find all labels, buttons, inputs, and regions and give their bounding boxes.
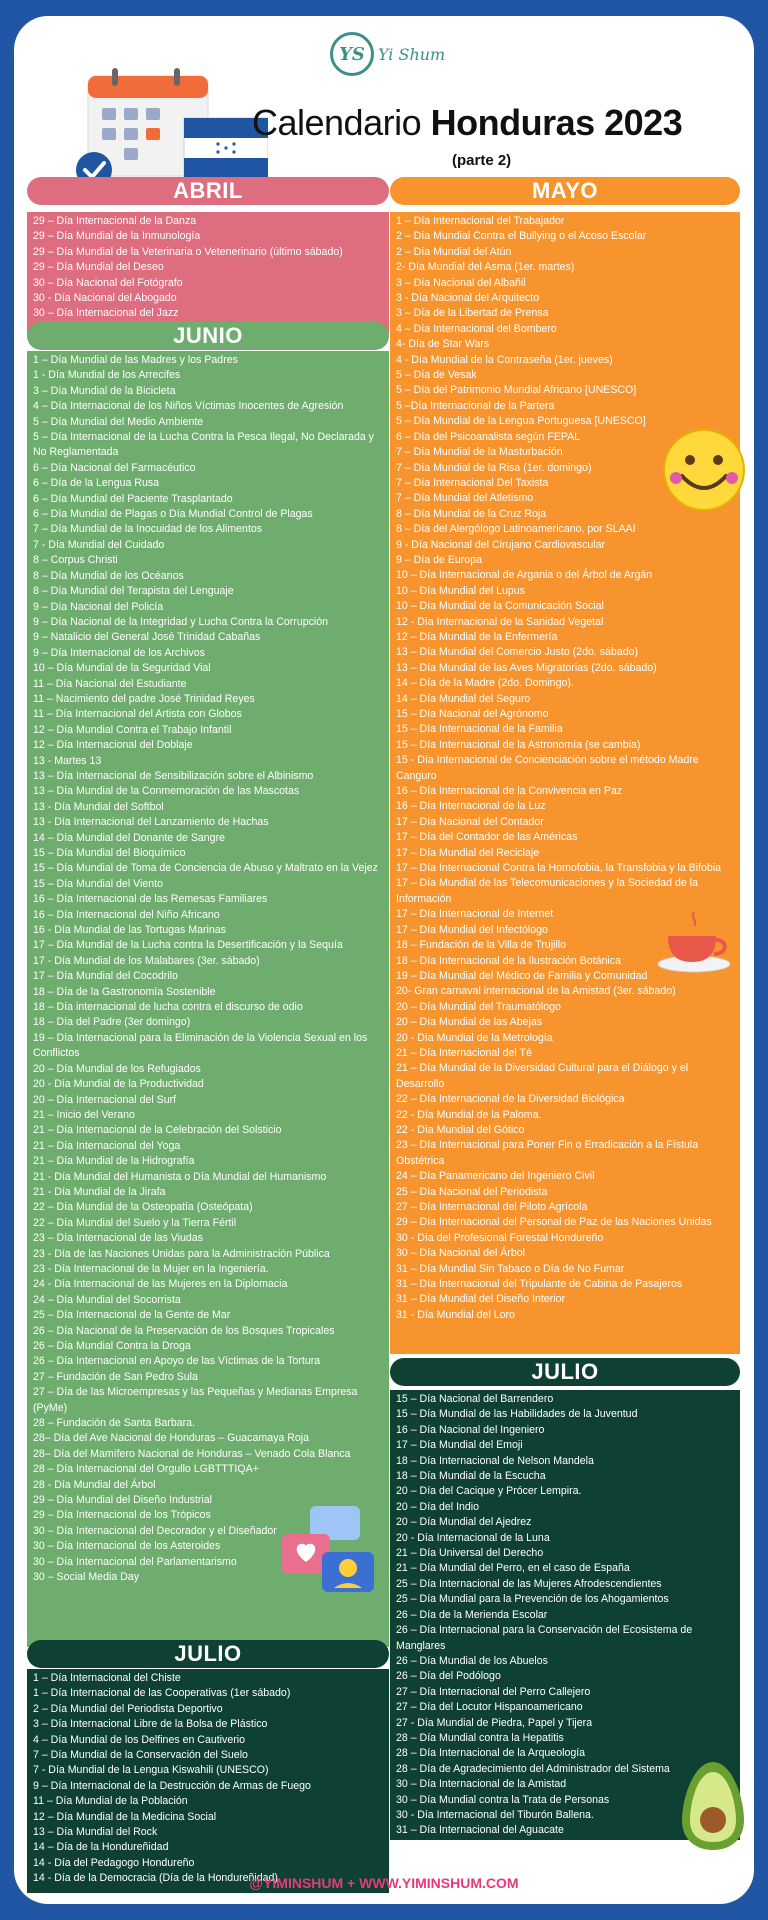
list-item: 21 – Día Universal del Derecho	[396, 1547, 544, 1560]
list-item: 7 – Día Mundial de la Masturbación	[396, 446, 563, 459]
list-item: 23 – Día Internacional para Poner Fin o Erradicación a la Fístula Obstétrica	[396, 1139, 699, 1167]
list-item: 30 – Día Nacional del Árbol	[396, 1247, 525, 1260]
list-item: 27 – Día del Locutor Hispanoamericano	[396, 1701, 583, 1714]
mayo-list	[390, 212, 740, 1354]
chat-heart-icon	[282, 1504, 378, 1596]
list-item: 30 - Día Internacional del Tiburón Ballena.	[396, 1808, 594, 1821]
list-item: 15 – Día Mundial de Toma de Conciencia de Abuso y Maltrato en la Vejez	[33, 862, 378, 875]
list-item: 3 – Día de la Libertad de Prensa	[396, 307, 549, 320]
smiley-emoji-icon	[660, 426, 748, 514]
page-subtitle: (parte 2)	[452, 152, 512, 169]
list-item: 20 – Día del Cacique y Prócer Lempira.	[396, 1485, 582, 1498]
list-item: 9 – Día Nacional de la Integridad y Lucha Contra la Corrupción	[33, 615, 329, 628]
list-item: 25 – Día Mundial para la Prevención de los Ahogamientos	[396, 1593, 669, 1606]
list-item: 16 – Día Internacional del Niño Africano	[33, 908, 220, 921]
list-item: 6 – Día Nacional del Farmacéutico	[33, 461, 196, 474]
list-item: 4 – Día Mundial de los Delfines en Cautiverio	[33, 1733, 245, 1746]
list-item: 28– Día del Mamífero Nacional de Honduras – Venado Cola Blanca	[33, 1447, 351, 1460]
list-item: 28– Día del Ave Nacional de Honduras – Guacamaya Roja	[33, 1432, 310, 1445]
list-item: 28 – Fundación de Santa Barbara.	[33, 1417, 195, 1430]
list-item: 22 - Día Mundial del Gótico	[396, 1123, 525, 1136]
list-item: 29 – Día Mundial del Diseño Industrial	[33, 1494, 213, 1507]
list-item: 27 – Fundación de San Pedro Sula	[33, 1370, 198, 1383]
julio-left-list	[27, 1669, 389, 1893]
list-item: 14 – Día de la Hondureñidad	[33, 1841, 169, 1854]
list-item: 1 - Día Mundial de los Arrecifes	[33, 369, 181, 382]
list-item: 17 – Día Mundial de las Telecomunicaciones y la Sociedad de la Información	[396, 877, 698, 905]
list-item: 20 – Día Mundial del Traumatólogo	[396, 1000, 561, 1013]
list-item: 13 - Día Internacional del Lanzamiento de Hachas	[33, 816, 269, 829]
list-item: 14 - Día de la Democracia (Día de la Hondureñidad).	[33, 1872, 281, 1885]
list-item: 15 – Día Nacional del Agrónomo	[396, 708, 549, 720]
list-item: 14 - Día del Pedagogo Hondureño	[33, 1856, 195, 1869]
list-item: 26 – Día Mundial de los Abuelos	[396, 1654, 548, 1667]
list-item: 23 - Día de las Naciones Unidas para la Administración Pública	[33, 1247, 330, 1260]
list-item: 31 – Día Mundial Sin Tabaco o Día de No Fumar	[396, 1262, 625, 1275]
list-item: 21 – Inicio del Verano	[33, 1108, 135, 1121]
list-item: 26 – Día Nacional de la Preservación de los Bosques Tropicales	[33, 1324, 335, 1337]
list-item: 9 – Día Internacional de la Destrucción de Armas de Fuego	[33, 1779, 311, 1792]
list-item: 18 – Día Internacional de la Ilustración Botánica	[396, 954, 621, 967]
list-item: 17 – Día Internacional de Internet	[396, 908, 554, 921]
list-item: 24 – Día Panamericano del Ingeniero Civil	[396, 1170, 595, 1183]
list-item: 27 – Día Internacional del Piloto Agrícola	[396, 1201, 588, 1213]
list-item: 2 – Día Mundial Contra el Bullying o el Acoso Escolar	[396, 230, 647, 243]
list-item: 24 – Día Mundial del Socorrista	[33, 1293, 181, 1306]
list-item: 13 – Día Mundial del Rock	[33, 1826, 158, 1839]
list-item: 5 – Día del Patrimonio Mundial Africano [UNESCO]	[396, 384, 637, 397]
list-item: 18 – Día Mundial de la Escucha	[396, 1470, 546, 1483]
list-item: 21 – Día Mundial de la Hidrografía	[33, 1155, 195, 1168]
list-item: 20 - Día Mundial de la Metrología	[396, 1031, 553, 1044]
list-item: 8 – Día del Alergólogo Latinoamericano, por SLAAI	[396, 523, 636, 536]
list-item: 12 – Día Mundial Contra el Trabajo Infantil	[33, 723, 232, 736]
list-item: 11 – Día Nacional del Estudiante	[33, 677, 187, 690]
list-item: 16 – Día Internacional de la Luz	[396, 800, 546, 813]
list-item: 29 – Día Internacional de los Trópicos	[33, 1509, 211, 1522]
tea-cup-icon	[654, 906, 734, 976]
list-item: 28 – Día Mundial contra la Hepatitis	[396, 1731, 564, 1744]
list-item: 14 – Día de la Madre (2do. Domingo).	[396, 677, 574, 690]
list-item: 20 – Día Mundial de las Abejas	[396, 1016, 543, 1029]
list-item: 29 – Día Internacional de la Danza	[33, 215, 197, 227]
list-item: 29 – Día Internacional del Personal de Paz de las Naciones Unidas	[396, 1216, 712, 1229]
list-item: 16 – Día Internacional de las Remesas Familiares	[33, 893, 268, 906]
list-item: 11 – Día Mundial de la Población	[33, 1795, 188, 1808]
list-item: 12 - Día Internacional de la Sanidad Vegetal	[396, 615, 604, 628]
list-item: 30 – Día Internacional del Parlamentarismo	[33, 1555, 237, 1568]
list-item: 15 – Día Mundial del Bioquímico	[33, 847, 186, 859]
list-item: 13 – Día Mundial del Comercio Justo (2do. sábado)	[396, 646, 639, 659]
list-item: 15 – Día Mundial del Viento	[33, 877, 163, 890]
avocado-icon	[678, 1758, 748, 1854]
list-item: 18 – Día de la Gastronomía Sostenible	[33, 985, 216, 998]
list-item: 7 – Día Mundial de la Inocuidad de los Alimentos	[33, 523, 263, 536]
list-item: 18 – Fundación de la Villa de Trujillo	[396, 939, 567, 952]
list-item: 12 – Día Mundial de la Medicina Social	[33, 1810, 217, 1823]
list-item: 30 – Día Internacional del Jazz	[33, 307, 179, 320]
list-item: 3 – Día Mundial de la Bicicleta	[33, 384, 176, 397]
julio-right-header: JULIO	[390, 1358, 740, 1386]
list-item: 7 – Día Mundial del Atletismo	[396, 492, 534, 505]
list-item: 2- Día Mundial del Asma (1er. martes)	[396, 261, 575, 274]
list-item: 17 - Día Mundial de los Malabares (3er. sábado)	[33, 954, 260, 967]
list-item: 15 – Día Nacional del Barrendero	[396, 1393, 554, 1405]
list-item: 4- Día de Star Wars	[396, 338, 490, 351]
list-item: 1 – Día Internacional de las Cooperativas (1er sábado)	[33, 1687, 291, 1700]
list-item: 28 – Día Internacional del Orgullo LGBTTTIQA+	[33, 1463, 259, 1476]
list-item: 17 – Día Mundial del Cocodrilo	[33, 970, 178, 983]
list-item: 30 - Día del Profesional Forestal Hondureño	[396, 1231, 604, 1244]
list-item: 16 – Día Internacional de la Convivencia en Paz	[396, 785, 623, 798]
list-item: 13 – Día Mundial de la Conmemoración de las Mascotas	[33, 785, 300, 798]
list-item: 20 – Día Mundial del Ajedrez	[396, 1516, 532, 1529]
list-item: 20 - Día Mundial de la Productividad	[33, 1078, 204, 1091]
title-light: Calendario	[252, 102, 431, 143]
list-item: 10 – Día Mundial de la Seguridad Vial	[33, 662, 211, 675]
list-item: 17 – Día Mundial del Reciclaje	[396, 846, 540, 859]
list-item: 6 – Día del Psicoanalista según FEPAL	[396, 430, 581, 443]
list-item: 5 – Día Internacional de la Lucha Contra la Pesca Ilegal, No Declarada y No Reglamentada	[33, 431, 374, 459]
list-item: 25 – Día Nacional del Periodista	[396, 1185, 548, 1198]
list-item: 22 – Día Mundial de la Osteopatía (Osteópata)	[33, 1201, 253, 1214]
list-item: 7 - Día Mundial del Cuidado	[33, 538, 165, 551]
list-item: 14 – Día Mundial del Donante de Sangre	[33, 831, 225, 844]
list-item: 21 – Día Mundial del Perro, en el caso de España	[396, 1562, 630, 1575]
list-item: 4 – Día Internacional del Bombero	[396, 322, 557, 335]
list-item: 13 – Día Mundial de las Aves Migratorias (2do. sábado)	[396, 661, 657, 674]
list-item: 8 – Día Mundial de los Océanos	[33, 569, 184, 582]
footer-credit: @YIMINSHUM + WWW.YIMINSHUM.COM	[249, 1875, 519, 1891]
list-item: 27 - Día Mundial de Piedra, Papel y Tijera	[396, 1716, 593, 1729]
list-item: 11 – Día Internacional del Artista con Globos	[33, 708, 242, 721]
list-item: 31 - Día Mundial del Loro	[396, 1308, 515, 1321]
list-item: 21 - Día Mundial de la Jirafa	[33, 1185, 166, 1198]
list-item: 22 – Día Internacional de la Diversidad Biológica	[396, 1093, 625, 1106]
list-item: 28 – Día Internacional de la Arqueología	[396, 1747, 586, 1760]
list-item: 14 – Día Mundial del Seguro	[396, 692, 531, 705]
list-item: 31 – Día Mundial del Diseño Interior	[396, 1293, 566, 1306]
list-item: 20 - Día Internacional de la Luna	[396, 1531, 550, 1544]
list-item: 17 – Día Internacional Contra la Homofobia, la Transfobia y la Bifobia	[396, 862, 722, 875]
list-item: 17 – Día Mundial del Infectólogo	[396, 923, 548, 936]
logo-mark-icon: YS	[330, 32, 374, 76]
list-item: 5 – Día de Vesak	[396, 369, 477, 382]
list-item: 21 - Día Mundial del Humanista o Día Mundial del Humanismo	[33, 1170, 327, 1183]
list-item: 30 – Día Internacional de los Asteroides	[33, 1540, 221, 1553]
list-item: 25 – Día Internacional de las Mujeres Afrodescendientes	[396, 1577, 662, 1590]
list-item: 24 - Día Internacional de las Mujeres en la Diplomacia	[33, 1278, 288, 1291]
list-item: 12 – Día Internacional del Doblaje	[33, 739, 193, 752]
list-item: 7 – Día Internacional Del Taxista	[396, 476, 549, 489]
list-item: 15 - Día Internacional de Concienciación sobre el método Madre Canguro	[396, 754, 699, 782]
list-item: 31 – Día Internacional del Aguacate	[396, 1824, 564, 1837]
list-item: 30 – Día Mundial contra la Trata de Personas	[396, 1793, 610, 1806]
list-item: 25 – Día Internacional de la Gente de Mar	[33, 1309, 231, 1322]
list-item: 1 – Día Internacional del Trabajador	[396, 215, 565, 227]
mayo-header: MAYO	[390, 177, 740, 205]
list-item: 17 – Día Mundial de la Lucha contra la Desertificación y la Sequía	[33, 939, 343, 952]
list-item: 23 - Día Internacional de la Mujer en la Ingeniería.	[33, 1262, 269, 1275]
list-item: 30 - Día Nacional del Abogado	[33, 292, 177, 305]
list-item: 17 – Día Nacional del Contador	[396, 815, 544, 828]
list-item: 5 –Día Internacional de la Partera	[396, 399, 555, 412]
list-item: 9 – Día Nacional del Policía	[33, 600, 164, 613]
list-item: 20 – Día Mundial de los Refugiados	[33, 1062, 201, 1075]
list-item: 26 – Día Internacional para la Conservación del Ecosistema de Manglares	[396, 1624, 693, 1652]
brand-logo	[330, 32, 445, 76]
list-item: 21 – Día Internacional del Té	[396, 1046, 532, 1059]
list-item: 15 – Día Internacional de la Astronomía (se cambia)	[396, 738, 641, 751]
abril-list	[27, 212, 389, 334]
list-item: 7 – Día Mundial de la Risa (1er. domingo)	[396, 461, 592, 474]
infographic-card	[14, 16, 754, 1904]
list-item: 28 - Día Mundial del Árbol	[33, 1478, 156, 1491]
list-item: 6 – Día Mundial del Paciente Trasplantado	[33, 492, 233, 505]
list-item: 19 – Día Mundial del Médico de Familia y Comunidad	[396, 969, 648, 982]
list-item: 8 – Corpus Christi	[33, 554, 118, 567]
list-item: 26 – Día Mundial Contra la Droga	[33, 1340, 191, 1352]
list-item: 2 – Día Mundial del Periodista Deportivo	[33, 1702, 223, 1715]
list-item: 18 – Día internacional de lucha contra el discurso de odio	[33, 1001, 303, 1014]
list-item: 3 – Día Nacional del Albañil	[396, 276, 526, 289]
list-item: 27 – Día de las Microempresas y las Pequeñas y Medianas Empresa (PyMe)	[33, 1386, 358, 1414]
list-item: 16 – Día Nacional del Ingeniero	[396, 1423, 545, 1436]
list-item: 20- Gran carnaval internacional de la Amistad (3er. sábado)	[396, 985, 676, 998]
list-item: 6 – Día Mundial de Plagas o Día Mundial Control de Plagas	[33, 508, 313, 521]
list-item: 7 – Día Mundial de la Conservación del Suelo	[33, 1749, 248, 1762]
julio-left-header: JULIO	[27, 1640, 389, 1668]
list-item: 12 – Día Mundial de la Enfermería	[396, 630, 558, 643]
list-item: 31 – Día Internacional del Tripulante de Cabina de Pasajeros	[396, 1278, 683, 1291]
list-item: 20 – Día del Indio	[396, 1500, 480, 1513]
list-item: 30 – Día Nacional del Fotógrafo	[33, 276, 183, 289]
junio-header: JUNIO	[27, 322, 389, 350]
list-item: 30 – Social Media Day	[33, 1571, 139, 1584]
list-item: 21 – Día Internacional de la Celebración del Solsticio	[33, 1124, 282, 1137]
list-item: 22 – Día Mundial del Suelo y la Tierra Fértil	[33, 1216, 237, 1229]
list-item: 22 - Día Mundial de la Paloma.	[396, 1108, 542, 1121]
list-item: 9 - Día Nacional del Cirujano Cardiovascular	[396, 538, 606, 551]
list-item: 6 – Día de la Lengua Rusa	[33, 477, 160, 490]
list-item: 9 – Día de Europa	[396, 553, 482, 566]
list-item: 26 – Día Internacional en Apoyo de las Víctimas de la Tortura	[33, 1355, 321, 1368]
list-item: 13 - Día Mundial del Softbol	[33, 800, 164, 813]
list-item: 18 – Día del Padre (3er domingo)	[33, 1016, 191, 1029]
list-item: 1 – Día Internacional del Chiste	[33, 1672, 181, 1684]
list-item: 26 – Día del Podólogo	[396, 1670, 501, 1683]
junio-list	[27, 351, 389, 1647]
list-item: 10 – Día Mundial de la Comunicación Social	[396, 600, 604, 613]
list-item: 28 – Día de Agradecimiento del Administrador del Sistema	[396, 1762, 670, 1775]
list-item: 2 – Día Mundial del Atún	[396, 245, 512, 258]
list-item: 11 – Nacimiento del padre José Trinidad Reyes	[33, 692, 255, 705]
list-item: 10 – Día Mundial del Lupus	[396, 584, 525, 597]
list-item: 17 – Día del Contador de las Américas	[396, 831, 578, 844]
list-item: 30 – Día Internacional de la Amistad	[396, 1778, 567, 1791]
list-item: 17 – Día Mundial del Emoji	[396, 1439, 523, 1452]
list-item: 8 – Día Mundial de la Cruz Roja	[396, 507, 547, 520]
list-item: 20 – Día Internacional del Surf	[33, 1093, 177, 1106]
list-item: 1 – Día Mundial de las Madres y los Padres	[33, 354, 238, 366]
list-item: 4 – Día Internacional de los Niños Víctimas Inocentes de Agresión	[33, 400, 344, 413]
list-item: 4 - Día Mundial de la Contraseña (1er. jueves)	[396, 353, 613, 366]
list-item: 13 - Martes 13	[33, 754, 102, 767]
list-item: 23 – Día Internacional de las Viudas	[33, 1232, 204, 1245]
list-item: 29 – Día Mundial de la Veterinaria o Vetenerinario (último sábado)	[33, 245, 343, 258]
list-item: 27 – Día Internacional del Perro Callejero	[396, 1685, 591, 1698]
list-item: 18 – Día Internacional de Nelson Mandela	[396, 1454, 594, 1467]
list-item: 29 – Día Mundial del Deseo	[33, 261, 164, 274]
list-item: 16 - Día Mundial de las Tortugas Marinas	[33, 924, 226, 937]
abril-header: ABRIL	[27, 177, 389, 205]
title-bold: Honduras 2023	[430, 102, 683, 143]
list-item: 7 - Día Mundial de la Lengua Kiswahili (UNESCO)	[33, 1764, 269, 1777]
list-item: 29 – Día Mundial de la Inmunología	[33, 230, 201, 243]
list-item: 9 – Día Internacional de los Archivos	[33, 646, 205, 659]
list-item: 15 – Día Mundial de las Habilidades de la Juventud	[396, 1408, 638, 1421]
logo-text: Yi Shum	[378, 44, 446, 64]
list-item: 9 – Natalicio del General José Trinidad Cabañas	[33, 631, 261, 644]
list-item: 21 – Día Internacional del Yoga	[33, 1139, 181, 1152]
list-item: 26 – Día de la Merienda Escolar	[396, 1608, 548, 1621]
list-item: 30 – Día Internacional del Decorador y el Diseñador	[33, 1524, 277, 1537]
list-item: 8 – Día Mundial del Terapista del Lenguaje	[33, 585, 234, 598]
list-item: 3 - Día Nacional del Arquitecto	[396, 292, 540, 305]
page-title	[252, 102, 682, 144]
list-item: 19 – Día Internacional para la Eliminación de la Violencia Sexual en los Conflictos	[33, 1031, 368, 1060]
list-item: 5 – Día Mundial del Medio Ambiente	[33, 415, 204, 428]
list-item: 3 – Día Internacional Libre de la Bolsa de Plástico	[33, 1718, 268, 1731]
list-item: 15 – Día Internacional de la Familia	[396, 723, 563, 736]
list-item: 21 – Día Mundial de la Diversidad Cultural para el Diálogo y el Desarrollo	[396, 1062, 689, 1090]
list-item: 13 – Día Internacional de Sensibilización sobre el Albinismo	[33, 769, 314, 782]
list-item: 5 – Día Mundial de la Lengua Portuguesa [UNESCO]	[396, 415, 646, 428]
hero-illustration	[58, 66, 268, 186]
list-item: 10 – Día Internacional de Argania o del Árbol de Argán	[396, 569, 653, 582]
